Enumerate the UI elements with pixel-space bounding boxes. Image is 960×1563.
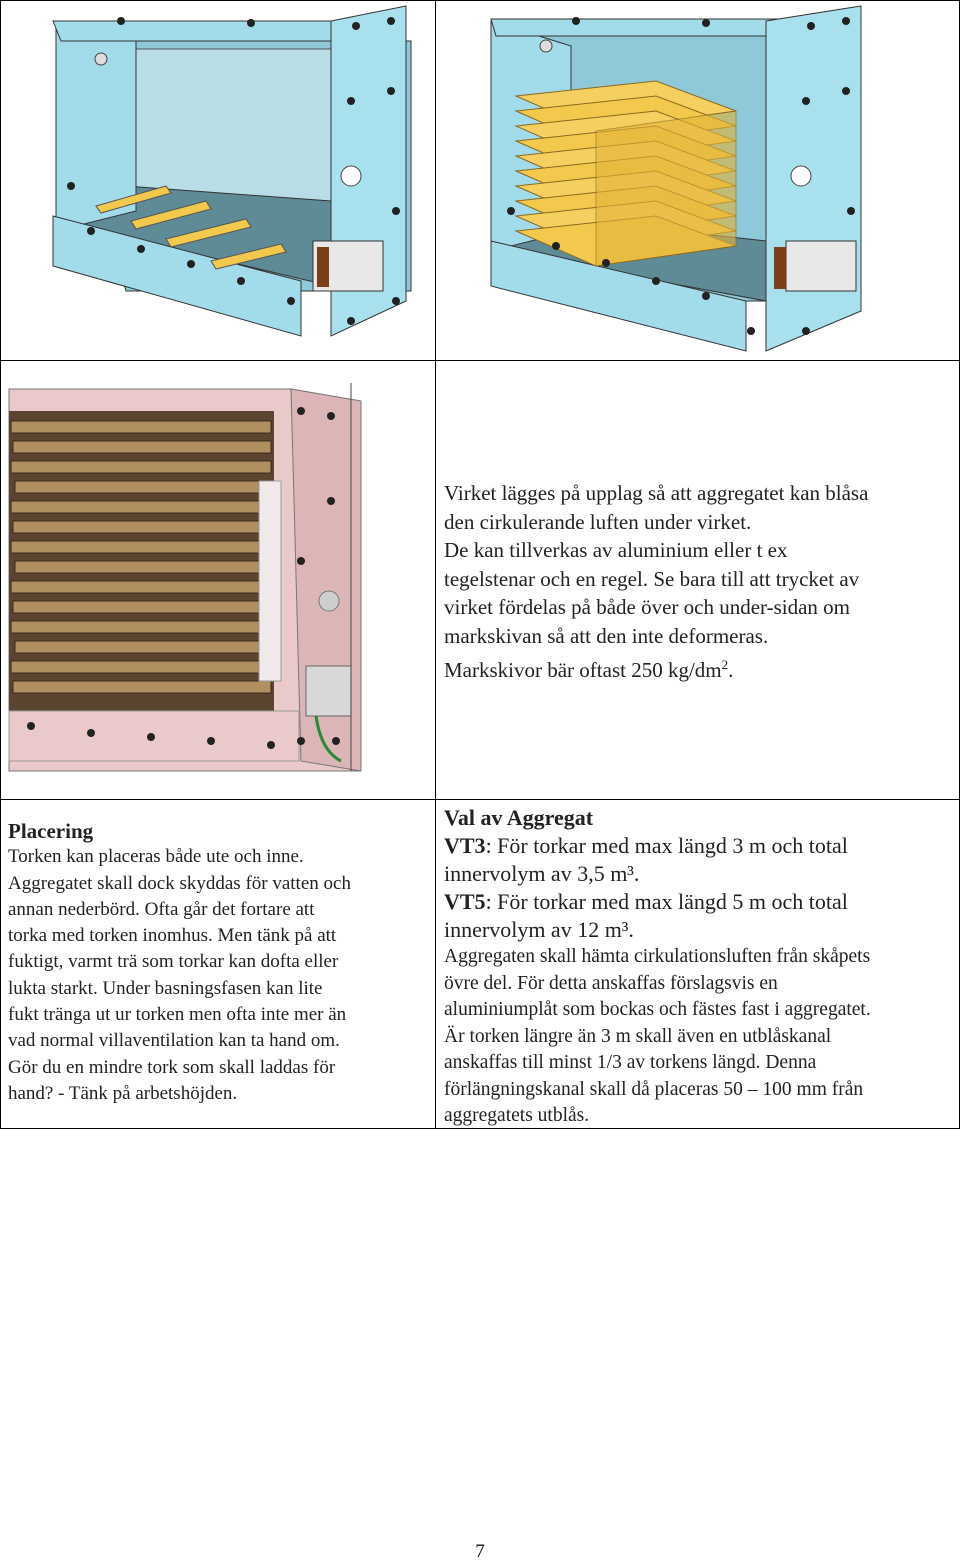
vt5-line-2: innervolym av 12 m³.: [444, 917, 634, 942]
loaded-kiln-cell: [435, 0, 960, 361]
placement-text: [8, 818, 432, 1107]
kiln-photo-with-stacked-lumber: [1, 361, 435, 799]
placement-heading: Placering: [8, 819, 94, 843]
stacking-paragraph: [444, 479, 956, 684]
vt3-label: VT3: [444, 833, 486, 858]
vt5-text: : För torkar med max längd 5 m och total: [485, 889, 848, 914]
placement-line-5: fuktigt, varmt trä som torkar kan dofta eller: [8, 951, 339, 973]
vt5-label: VT5: [444, 889, 486, 914]
placement-line-4: torka med torken inomhus. Men tänk på att: [8, 925, 337, 947]
aggregate-heading: Val av Aggregat: [444, 805, 594, 830]
placement-line-2: Aggregatet skall dock skyddas för vatten och: [8, 872, 351, 894]
aggregate-line-5: anskaffas till minst 1/3 av torkens längd. Denna: [444, 1052, 817, 1073]
stacking-text-cell: [435, 360, 960, 800]
aggregate-line-3: aluminiumplåt som bockas och fästes fast i aggregatet.: [444, 999, 871, 1020]
vt3-line-2: innervolym av 3,5 m³.: [444, 861, 640, 886]
empty-kiln-illustration: [1, 1, 435, 360]
aggregate-line-2: övre del. För detta anskaffas förslagsvis en: [444, 972, 778, 994]
aggregate-line-1: Aggregaten skall hämta cirkulationsluften från skåpets: [444, 946, 871, 967]
stacking-line-3: De kan tillverkas av aluminium eller t ex: [444, 538, 788, 563]
placement-line-8: vad normal villaventilation kan ta hand om.: [8, 1030, 340, 1052]
placement-line-6: lukta starkt. Under basningsfasen kan lite: [8, 977, 323, 999]
stacking-line-2: den cirkulerande luften under virket.: [444, 509, 752, 534]
placement-line-3: annan nederbörd. Ofta går det fortare att: [8, 898, 315, 920]
kiln-photo-cell: [0, 360, 436, 800]
aggregate-line-6: förlängningskanal skall då placeras 50 – 100 mm från: [444, 1078, 864, 1100]
page-number: 7: [475, 1541, 485, 1562]
aggregate-text: [444, 804, 956, 1130]
vt5-line-1: [444, 888, 956, 916]
stacking-line-7-end: .: [728, 657, 734, 682]
stacking-line-6: markskivan så att den inte deformeras.: [444, 623, 769, 648]
empty-kiln-cell: [0, 0, 436, 361]
vt3-text: : För torkar med max längd 3 m och total: [485, 833, 848, 858]
aggregate-line-4: Är torken längre än 3 m skall även en utblåskanal: [444, 1025, 832, 1047]
aggregate-line-7: aggregatets utblås.: [444, 1105, 590, 1126]
loaded-kiln-illustration: [436, 1, 959, 360]
placement-line-10: hand? - Tänk på arbetshöjden.: [8, 1082, 238, 1104]
stacking-line-7: [444, 651, 956, 685]
placement-cell: [0, 799, 436, 1129]
stacking-line-7-sup: 2: [721, 656, 729, 672]
stacking-line-1: Virket lägges på upplag så att aggregatet kan blåsa: [444, 481, 869, 505]
placement-line-7: fukt tränga ut ur torken men ofta inte mer än: [8, 1004, 347, 1026]
aggregate-cell: [435, 799, 960, 1129]
stacking-line-7-text: Markskivor bär oftast 250 kg/dm: [444, 657, 722, 682]
placement-line-1: Torken kan placeras både ute och inne.: [8, 846, 304, 868]
stacking-line-4: tegelstenar och en regel. Se bara till att trycket av: [444, 566, 860, 591]
placement-line-9: Gör du en mindre tork som skall laddas för: [8, 1056, 336, 1078]
stacking-line-5: virket fördelas på både över och under-sidan om: [444, 595, 851, 620]
vt3-line-1: [444, 832, 956, 860]
